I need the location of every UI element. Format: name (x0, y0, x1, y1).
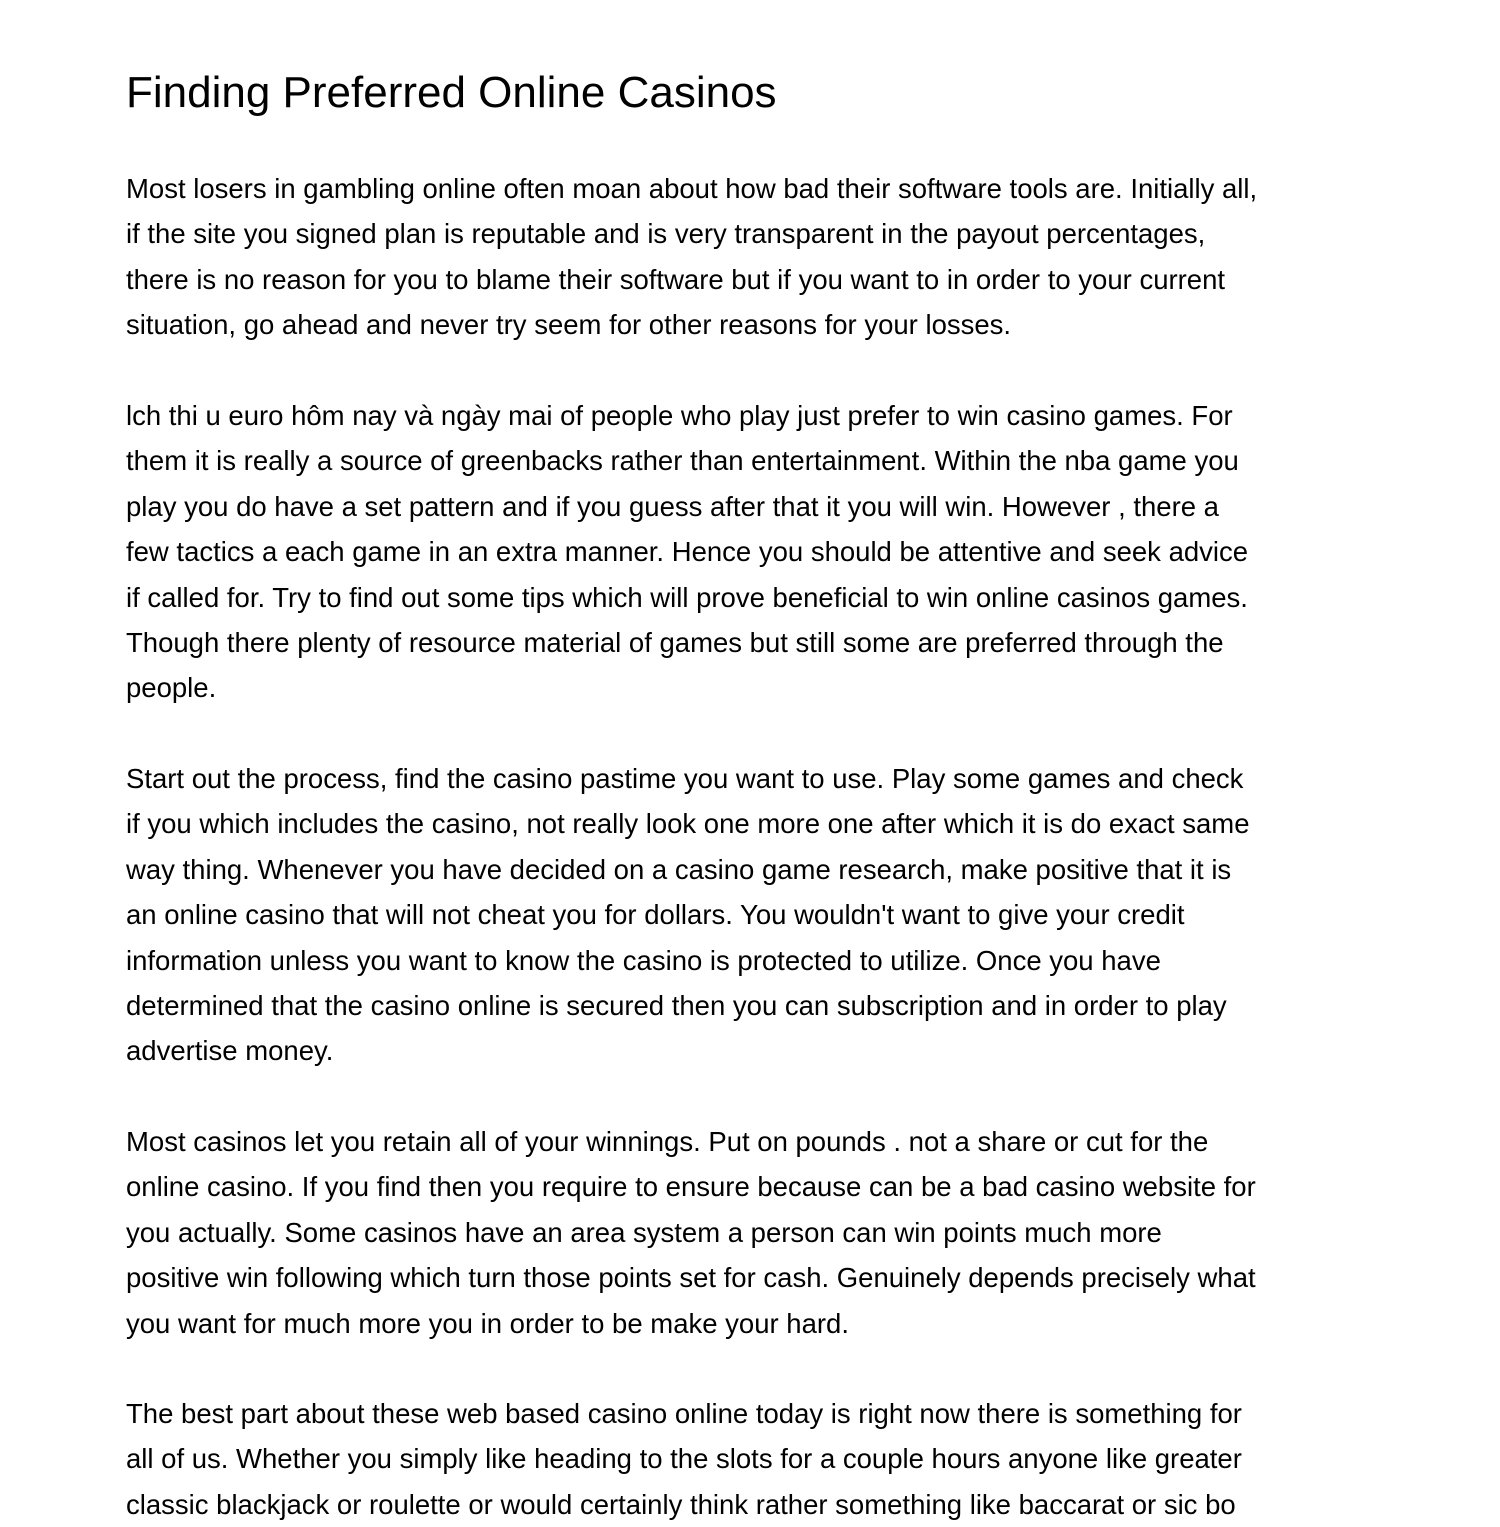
paragraph-line: lch thi u euro hôm nay và ngày mai of people who play just prefer to win casino games. For (126, 400, 1233, 431)
paragraph-line: determined that the casino online is secured then you can subscription and in order to play (126, 990, 1227, 1022)
paragraph-line: information unless you want to know the casino is protected to utilize. Once you have (126, 944, 1161, 976)
paragraph-line: people. (126, 672, 217, 704)
paragraph-line: situation, go ahead and never try seem for other reasons for your losses. (126, 309, 1012, 341)
paragraph-line: Most losers in gambling online often moan about how bad their software tools are. Initially all, (126, 173, 1258, 204)
paragraph-2 (126, 393, 1376, 711)
paragraph-line: Most casinos let you retain all of your winnings. Put on pounds . not a share or cut for the (126, 1126, 1209, 1157)
paragraph-line: The best part about these web based casino online today is right now there is something for (126, 1398, 1242, 1429)
paragraph-line: online casino. If you find then you require to ensure because can be a bad casino website for (126, 1171, 1256, 1203)
paragraph-line: classic blackjack or roulette or would certainly think rather something like baccarat or sic bo (126, 1488, 1236, 1520)
paragraph-line: them it is really a source of greenbacks rather than entertainment. Within the nba game you (126, 445, 1239, 477)
document-title: Finding Preferred Online Casinos (126, 68, 777, 117)
paragraph-line: Though there plenty of resource material of games but still some are preferred through the (126, 627, 1224, 659)
paragraph-line: positive win following which turn those points set for cash. Genuinely depends precisely what (126, 1262, 1256, 1294)
paragraph-4 (126, 1119, 1376, 1346)
paragraph-line: few tactics a each game in an extra manner. Hence you should be attentive and seek advice (126, 536, 1249, 568)
paragraph-line: you actually. Some casinos have an area system a person can win points much more (126, 1216, 1162, 1248)
paragraph-5 (126, 1391, 1376, 1527)
paragraph-3 (126, 756, 1376, 1074)
paragraph-line: if called for. Try to find out some tips which will prove beneficial to win online casinos games. (126, 581, 1248, 613)
paragraph-1 (126, 166, 1376, 348)
paragraph-line: if you which includes the casino, not really look one more one after which it is do exact same (126, 808, 1250, 840)
paragraph-line: play you do have a set pattern and if you guess after that it you will win. However , there a (126, 490, 1219, 522)
paragraph-line: way thing. Whenever you have decided on a casino game research, make positive that it is (126, 853, 1232, 885)
paragraph-line: Start out the process, find the casino pastime you want to use. Play some games and check (126, 763, 1244, 794)
paragraph-line: there is no reason for you to blame their software but if you want to in order to your current (126, 263, 1226, 295)
paragraph-line: an online casino that will not cheat you for dollars. You wouldn't want to give your credit (126, 899, 1185, 931)
paragraph-line: all of us. Whether you simply like heading to the slots for a couple hours anyone like greater (126, 1443, 1242, 1475)
paragraph-line: you want for much more you in order to be make your hard. (126, 1307, 849, 1339)
paragraph-line: advertise money. (126, 1035, 334, 1067)
paragraph-line: if the site you signed plan is reputable and is very transparent in the payout percentages, (126, 218, 1206, 250)
